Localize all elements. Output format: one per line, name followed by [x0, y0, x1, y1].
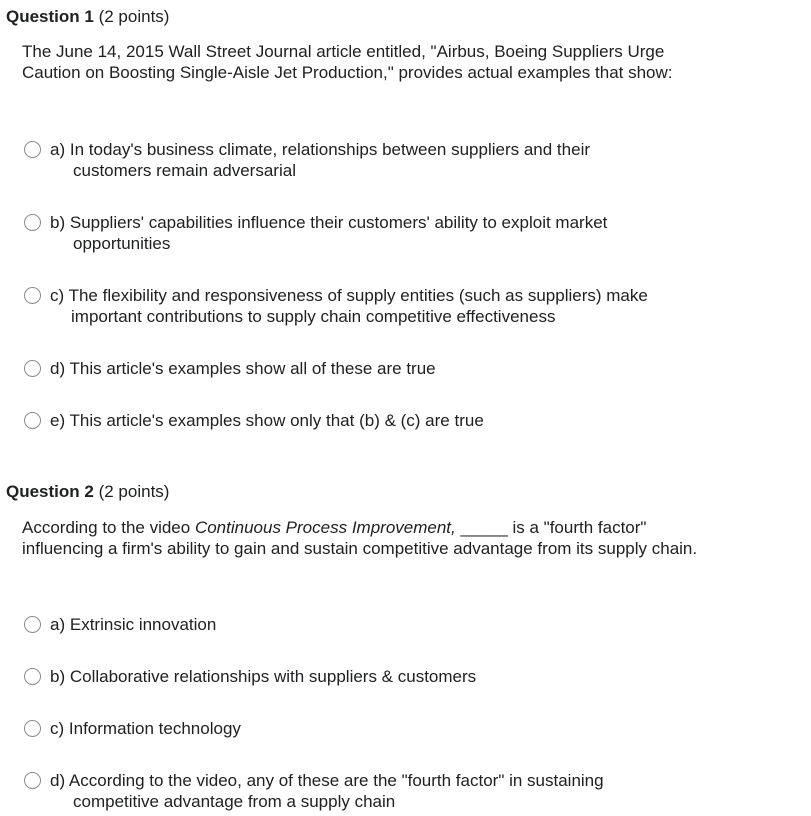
q2-option-b[interactable] [24, 666, 724, 687]
question-1-header [6, 7, 169, 27]
option-text: c) The flexibility and responsiveness of supply entities (such as suppliers) make important contributions to supply chain competitive effectiveness [50, 286, 648, 326]
radio-button[interactable] [24, 214, 41, 231]
radio-button[interactable] [24, 772, 41, 789]
radio-button[interactable] [24, 360, 41, 377]
radio-button[interactable] [24, 668, 41, 685]
q1-option-c[interactable] [24, 285, 724, 327]
question-2-header [6, 482, 169, 502]
q2-option-a[interactable] [24, 614, 724, 635]
q2-option-d[interactable] [24, 770, 724, 812]
radio-button[interactable] [24, 287, 41, 304]
q1-option-b[interactable] [24, 212, 724, 254]
radio-button[interactable] [24, 720, 41, 737]
q1-option-a[interactable] [24, 139, 724, 181]
question-points: (2 points) [98, 482, 170, 501]
option-text: a) Extrinsic innovation [50, 615, 217, 634]
option-text: b) Suppliers' capabilities influence their customers' ability to exploit market opportunities [50, 213, 608, 253]
question-2-stem: According to the video Continuous Process Improvement, _____ is a "fourth factor" influencing a firm's ability to gain and sustain competitive advantage from its supply chain. [22, 518, 698, 558]
radio-button[interactable] [24, 616, 41, 633]
q2-option-c[interactable] [24, 718, 724, 739]
option-text: d) This article's examples show all of these are true [50, 359, 436, 378]
option-text: b) Collaborative relationships with suppliers & customers [50, 667, 477, 686]
option-text: e) This article's examples show only that (b) & (c) are true [50, 411, 484, 430]
question-points: (2 points) [98, 7, 170, 26]
question-1-stem: The June 14, 2015 Wall Street Journal article entitled, "Airbus, Boeing Suppliers Urge Caution on Boosting Single-Aisle Jet Production," provides actual examples that show: [22, 42, 673, 82]
question-title: Question 1 [6, 7, 94, 26]
option-text: d) According to the video, any of these are the "fourth factor" in sustaining competitive advantage from a supply chain [50, 771, 604, 811]
option-text: a) In today's business climate, relationships between suppliers and their customers remain adversarial [50, 140, 591, 180]
q1-option-d[interactable] [24, 358, 724, 379]
q1-option-e[interactable] [24, 410, 724, 431]
option-text: c) Information technology [50, 719, 241, 738]
radio-button[interactable] [24, 141, 41, 158]
question-title: Question 2 [6, 482, 94, 501]
radio-button[interactable] [24, 412, 41, 429]
